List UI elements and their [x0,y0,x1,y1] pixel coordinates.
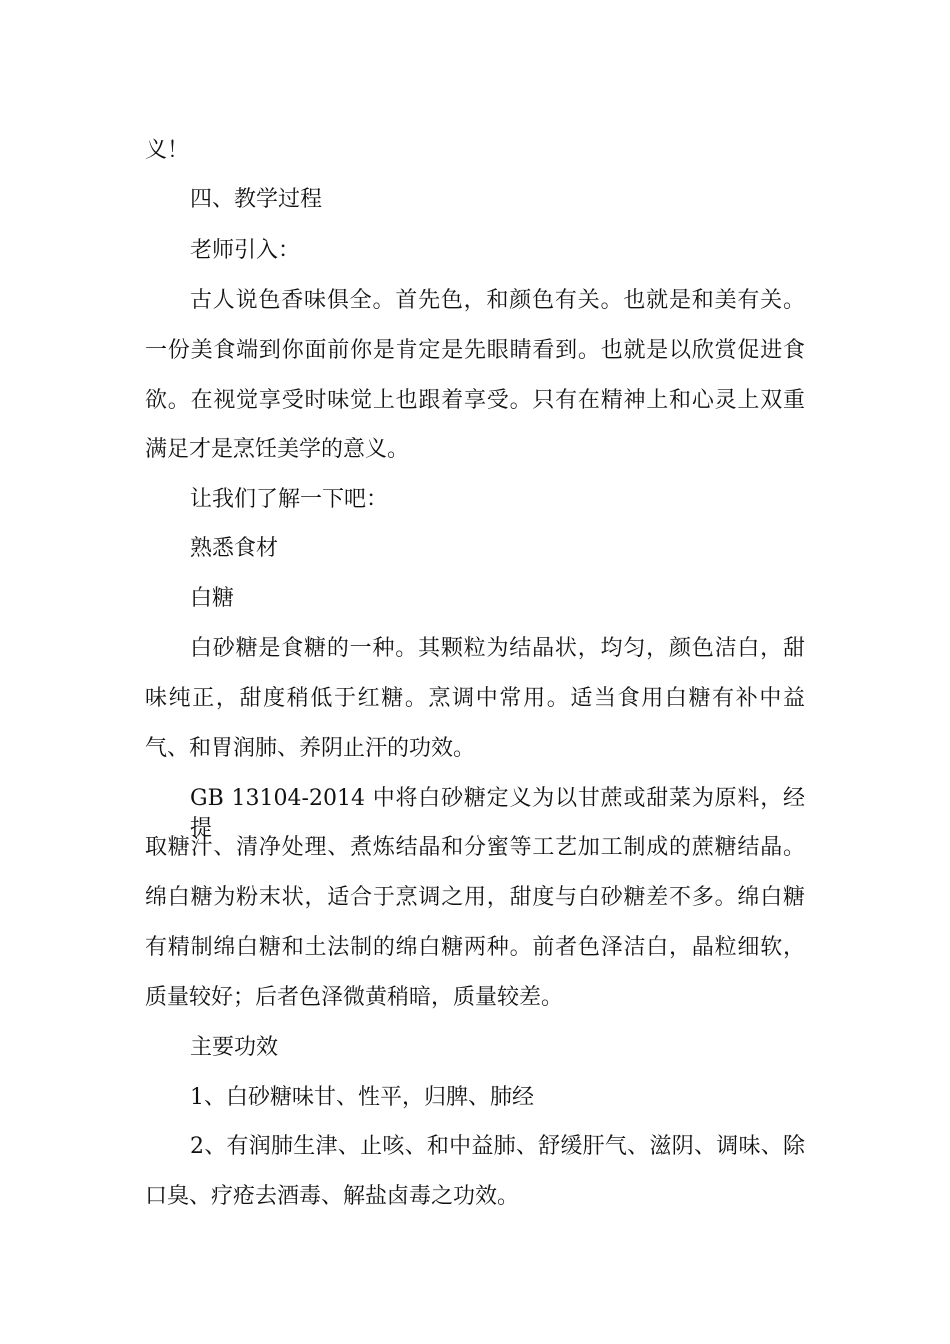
paragraph-line: 气、和胃润肺、养阴止汗的功效。 [145,736,476,761]
list-item: 2、有润肺生津、止咳、和中益肺、舒缓肝气、滋阴、调味、除 [190,1134,805,1159]
paragraph-line: 味纯正，甜度稍低于红糖。烹调中常用。适当食用白糖有补中益 [145,686,805,711]
subheading-main-effects: 主要功效 [190,1035,279,1060]
subheading-ingredients: 熟悉食材 [190,536,279,561]
list-item-continuation: 口臭、疗疮去酒毒、解盐卤毒之功效。 [145,1184,520,1209]
subheading-teacher-intro: 老师引入： [190,238,301,263]
paragraph-line: 满足才是烹饪美学的意义。 [145,437,410,462]
paragraph-line: 取糖汁、清净处理、煮炼结晶和分蜜等工艺加工制成的蔗糖结晶。 [145,835,805,860]
section-heading: 四、教学过程 [190,187,323,212]
paragraph-line: 一份美食端到你面前你是肯定是先眼睛看到。也就是以欣赏促进食 [145,338,805,363]
subheading-sugar: 白糖 [190,586,235,611]
paragraph-line: GB 13104-2014 中将白砂糖定义为以甘蔗或甜菜为原料，经提 [190,786,805,841]
paragraph-line: 古人说色香味俱全。首先色，和颜色有关。也就是和美有关。 [190,288,805,313]
paragraph-line: 有精制绵白糖和土法制的绵白糖两种。前者色泽洁白，晶粒细软， [145,935,805,960]
paragraph-line: 白砂糖是食糖的一种。其颗粒为结晶状，均匀，颜色洁白，甜 [190,636,805,661]
list-item: 1、白砂糖味甘、性平，归脾、肺经 [190,1085,534,1110]
paragraph-line: 欲。在视觉享受时味觉上也跟着享受。只有在精神上和心灵上双重 [145,388,805,413]
paragraph-line: 绵白糖为粉末状，适合于烹调之用，甜度与白砂糖差不多。绵白糖 [145,885,805,910]
paragraph-line: 让我们了解一下吧： [190,487,389,512]
paragraph-line: 质量较好；后者色泽微黄稍暗，质量较差。 [145,985,564,1010]
paragraph-continuation: 义！ [145,138,190,163]
